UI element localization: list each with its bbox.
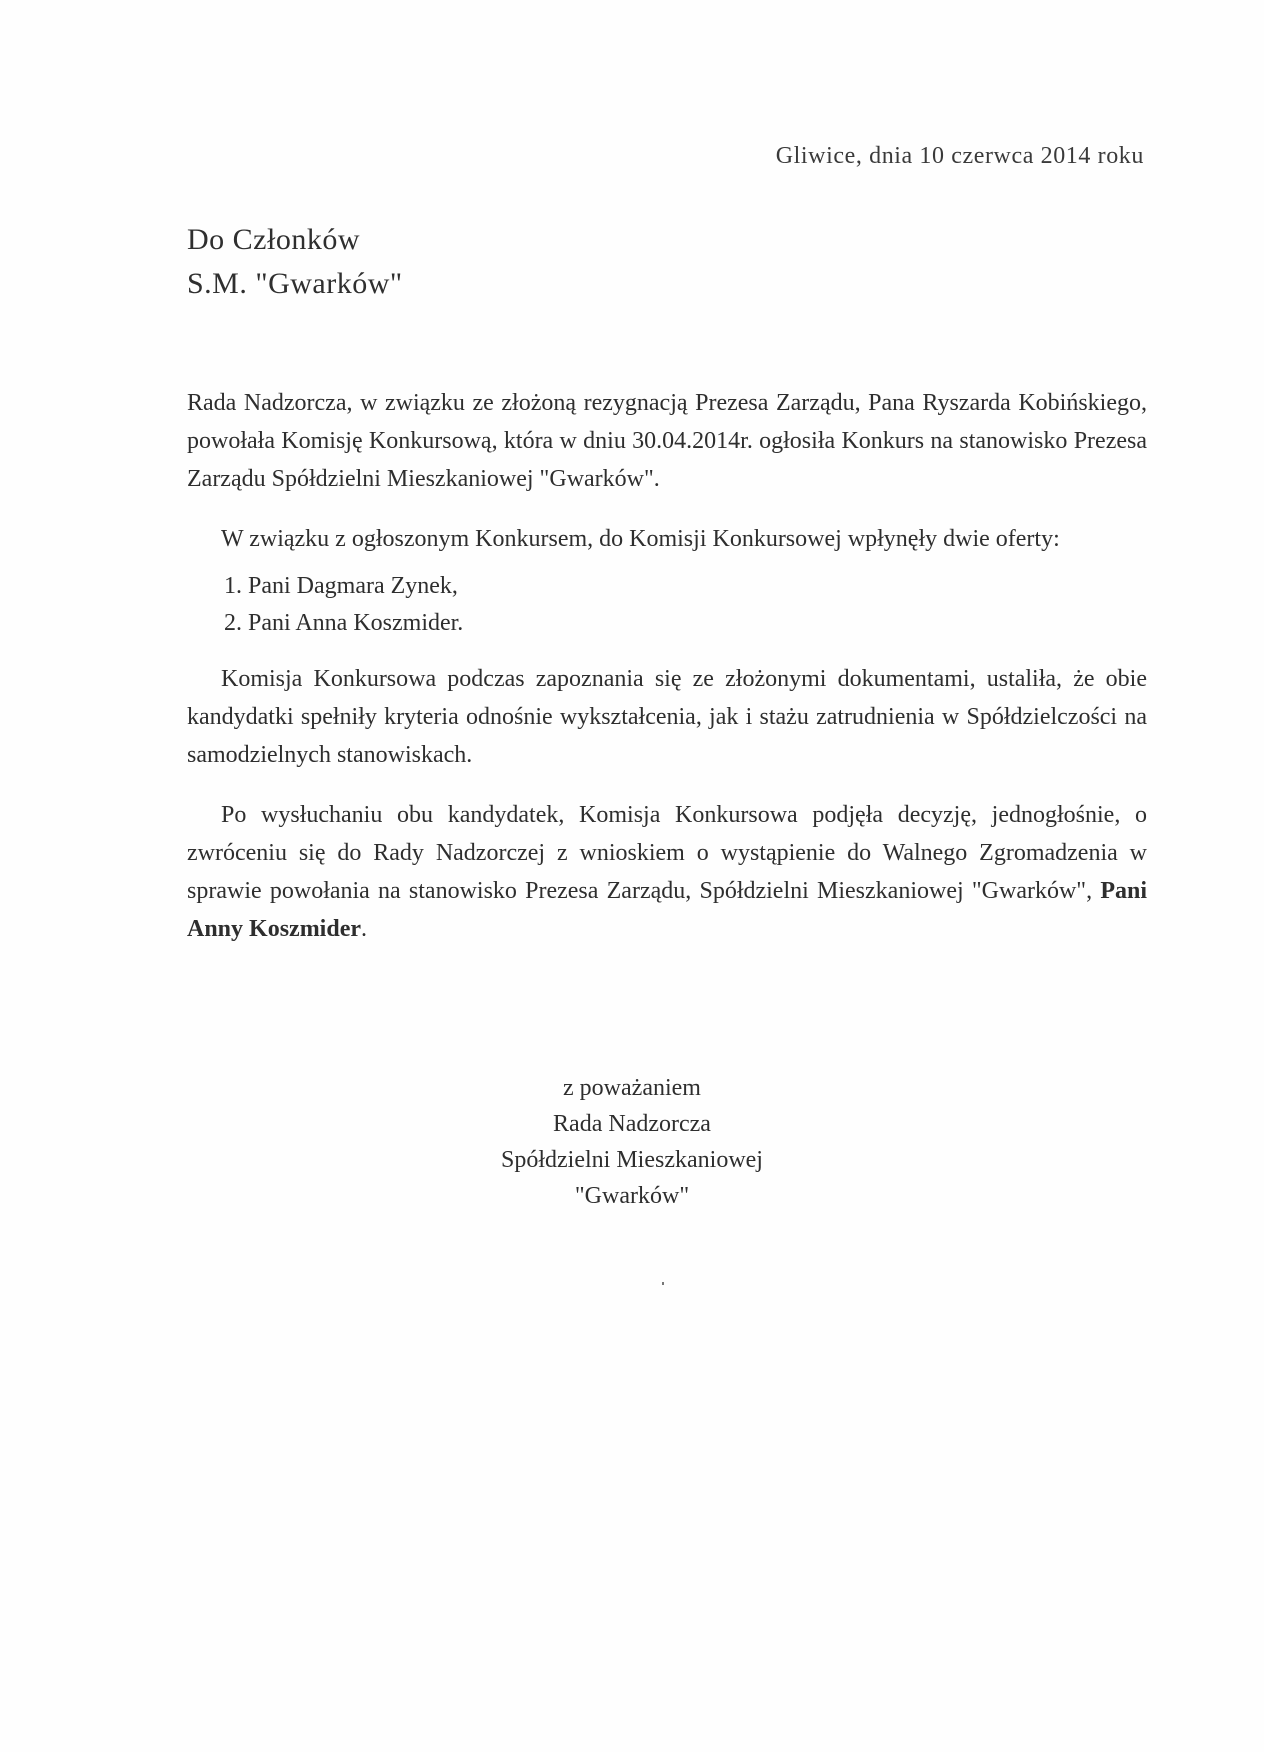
signature-cooperative: Spółdzielni Mieszkaniowej <box>501 1147 763 1173</box>
scan-speck <box>662 1282 664 1285</box>
paragraph-4-text: Po wysłuchaniu obu kandydatek, Komisja Konkursowa podjęła decyzję, jednogłośnie, o zwróceniu się do Rady Nadzorczej z wnioskiem o wystąpienie do Walnego Zgromadzenia w sprawie powołania na stanowisko Prezesa Zarządu, Spółdzielni Mieszkaniowej "Gwarków", <box>187 802 1147 904</box>
paragraph-3: Komisja Konkursowa podczas zapoznania się ze złożonymi dokumentami, ustaliła, że obie kandydatki spełniły kryteria odnośnie wykształcenia, jak i stażu zatrudnienia w Spółdzielczości na samodzielnych stanowiskach. <box>187 666 1147 768</box>
offer-item-2: 2. Pani Anna Koszmider. <box>224 610 464 636</box>
paragraph-1: Rada Nadzorcza, w związku ze złożoną rezygnacją Prezesa Zarządu, Pana Ryszarda Kobińskiego, powołała Komisję Konkursową, która w dniu 30.04.2014r. ogłosiła Konkurs na stanowisko Prezesa Zarządu Spółdzielni Mieszkaniowej "Gwarków". <box>187 390 1147 492</box>
addressee-line-1: Do Członków <box>187 223 360 256</box>
signature-cooperative-name: "Gwarków" <box>574 1183 690 1209</box>
paragraph-4 <box>187 796 1147 948</box>
offer-item-1: 1. Pani Dagmara Zynek, <box>224 573 458 599</box>
place-date: Gliwice, dnia 10 czerwca 2014 roku <box>775 143 1144 169</box>
letter-body <box>187 384 1147 970</box>
paragraph-4-end: . <box>361 916 367 942</box>
signature-block <box>0 1070 1264 1214</box>
selected-candidate-name: Pani Anny Koszmider <box>187 878 1147 942</box>
offers-list <box>187 568 1147 642</box>
signature-closing: z poważaniem <box>563 1075 701 1101</box>
paragraph-2: W związku z ogłoszonym Konkursem, do Komisji Konkursowej wpłynęły dwie oferty: <box>221 526 1060 552</box>
signature-board: Rada Nadzorcza <box>553 1111 711 1137</box>
addressee-line-2: S.M. "Gwarków" <box>187 267 403 300</box>
addressee-block <box>187 218 403 306</box>
